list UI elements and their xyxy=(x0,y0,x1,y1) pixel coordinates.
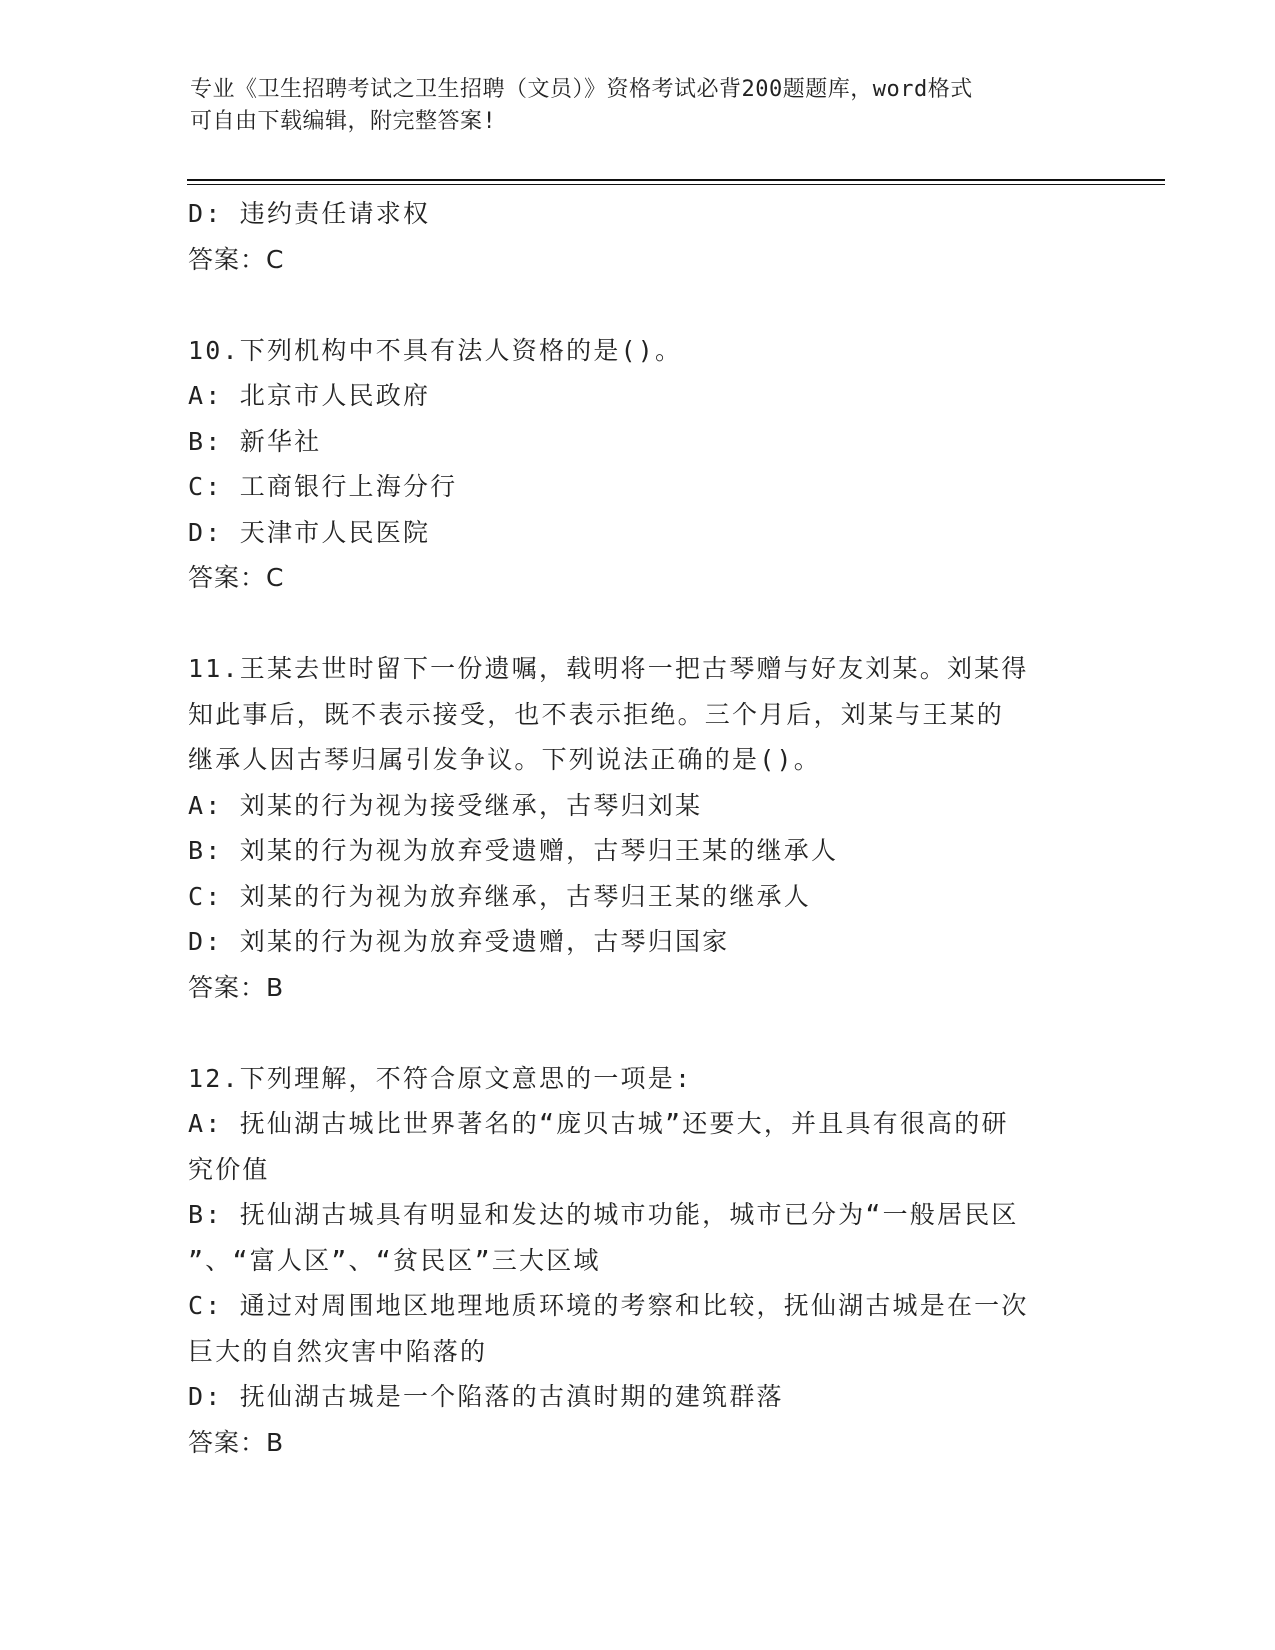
block-spacer xyxy=(188,282,1088,328)
question-block-12 xyxy=(188,1056,1088,1466)
block-spacer xyxy=(188,601,1088,647)
option-b-line-1: B: 抚仙湖古城具有明显和发达的城市功能，城市已分为“一般居民区 xyxy=(188,1200,1019,1229)
option-c-line-1: C: 通过对周围地区地理地质环境的考察和比较，抚仙湖古城是在一次 xyxy=(188,1291,1029,1320)
answer-label: 答案：C xyxy=(188,563,285,592)
option-a-line-2: 究价值 xyxy=(188,1154,270,1184)
question-stem: 12.下列理解，不符合原文意思的一项是: xyxy=(188,1063,693,1093)
option-d: D: 天津市人民医院 xyxy=(188,517,431,547)
answer-label: 答案：C xyxy=(188,244,285,274)
question-block-11 xyxy=(188,646,1088,1010)
option-d: D: 抚仙湖古城是一个陷落的古滇时期的建筑群落 xyxy=(188,1382,784,1411)
question-block-10 xyxy=(188,328,1088,601)
document-header xyxy=(190,74,1090,138)
question-content xyxy=(188,191,1088,1465)
option-b: B: 刘某的行为视为放弃受遗赠，古琴归王某的继承人 xyxy=(188,836,839,865)
option-c: C: 刘某的行为视为放弃继承，古琴归王某的继承人 xyxy=(188,881,811,911)
option-a: A: 北京市人民政府 xyxy=(188,381,431,410)
question-stem-line-3: 继承人因古琴归属引发争议。下列说法正确的是()。 xyxy=(188,745,821,774)
question-stem-line-1: 11.王某去世时留下一份遗嘱，载明将一把古琴赠与好友刘某。刘某得 xyxy=(188,654,1029,683)
question-stem-line-2: 知此事后，既不表示接受，也不表示拒绝。三个月后，刘某与王某的 xyxy=(188,699,1005,729)
header-divider-thick xyxy=(187,179,1165,181)
block-spacer xyxy=(188,1010,1088,1056)
option-d: D: 刘某的行为视为放弃受遗赠，古琴归国家 xyxy=(188,927,730,956)
header-title-line-1: 专业《卫生招聘考试之卫生招聘（文员）》资格考试必背200题题库，word格式 xyxy=(190,77,973,102)
option-b-line-2: ”、“富人区”、“贫民区”三大区域 xyxy=(188,1245,601,1275)
option-c: C: 工商银行上海分行 xyxy=(188,472,458,501)
answer-label: 答案：B xyxy=(188,972,285,1002)
option-d: D: 违约责任请求权 xyxy=(188,199,431,228)
option-b: B: 新华社 xyxy=(188,426,322,456)
option-c-line-2: 巨大的自然灾害中陷落的 xyxy=(188,1336,488,1366)
answer-label: 答案：B xyxy=(188,1427,285,1457)
header-title-line-2: 可自由下载编辑，附完整答案! xyxy=(190,109,497,134)
option-a: A: 刘某的行为视为接受继承，古琴归刘某 xyxy=(188,790,703,820)
header-divider-thin xyxy=(187,184,1165,185)
question-block-9 xyxy=(188,191,1088,282)
option-a-line-1: A: 抚仙湖古城比世界著名的“庞贝古城”还要大，并且具有很高的研 xyxy=(188,1109,1009,1138)
question-stem: 10.下列机构中不具有法人资格的是()。 xyxy=(188,335,683,365)
